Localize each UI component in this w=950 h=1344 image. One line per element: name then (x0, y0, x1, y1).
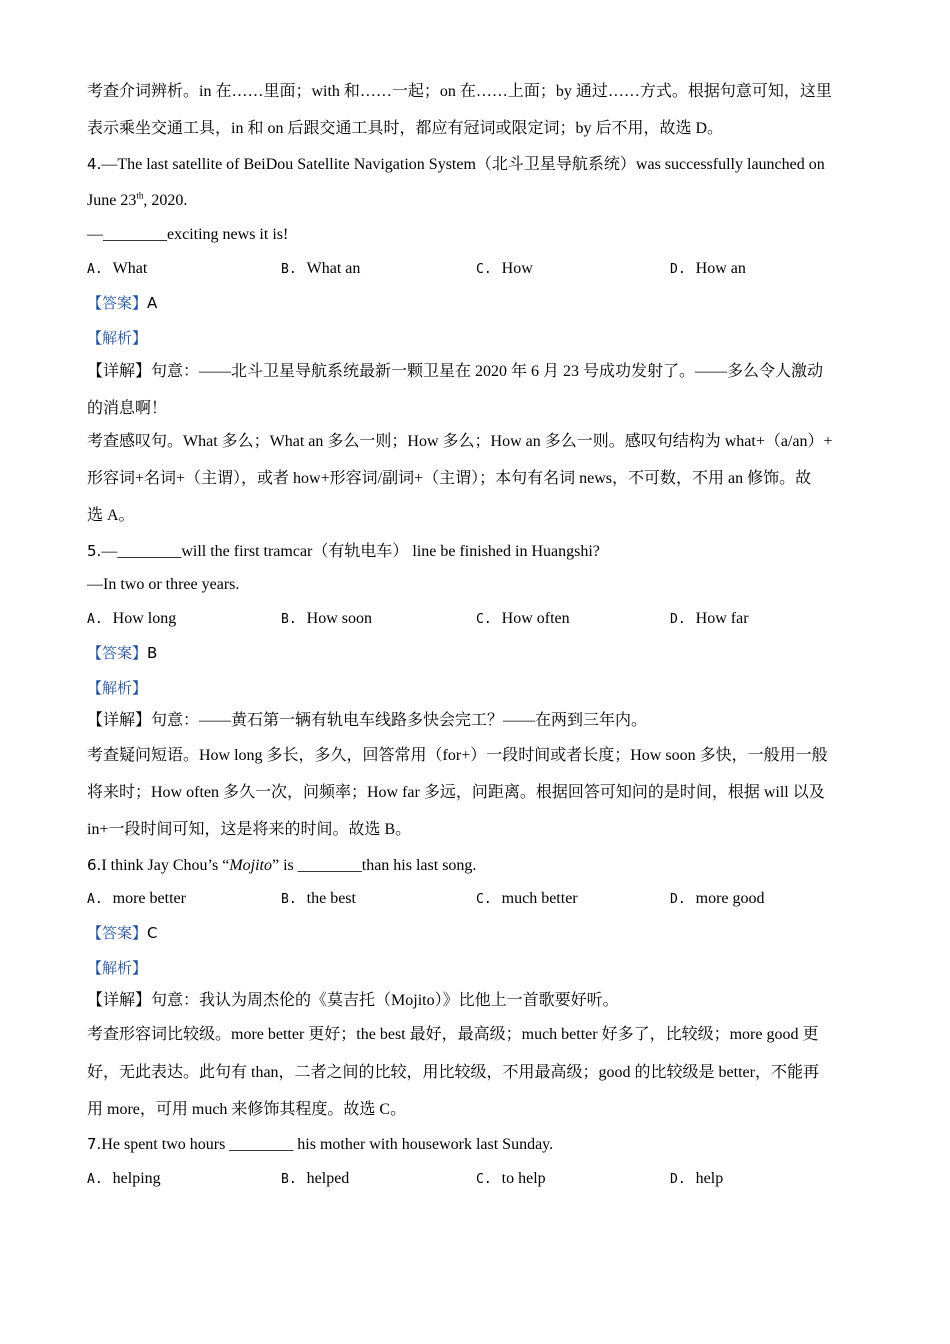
q5-answer-line (87, 643, 157, 664)
q7-option-a[interactable] (87, 1169, 161, 1190)
q4-date-suffix: th (136, 190, 144, 201)
detail-tag: 【详解】 (87, 363, 152, 380)
q6-detail-text-1: 句意：我认为周杰伦的《莫吉托（Mojito）》比他上一首歌要好听。 (151, 992, 619, 1009)
analysis-tag: 【解析】 (87, 679, 148, 697)
q6-option-b[interactable] (281, 889, 356, 910)
detail-tag: 【详解】 (87, 992, 152, 1009)
q4-option-b[interactable] (281, 259, 360, 280)
q5-detail-line-3: 将来时；How often 多久一次，问频率；How far 多远，问距离。根据回答可知问的是时间，根据 will 以及 (87, 784, 825, 801)
q6-option-a[interactable] (87, 889, 186, 910)
q7-option-c[interactable] (476, 1169, 546, 1190)
option-letter: C. (476, 612, 492, 627)
q7-option-d[interactable] (670, 1169, 723, 1190)
q6-detail-line-4: 用 more，可用 much 来修饰其程度。故选 C。 (87, 1101, 407, 1118)
q4-option-a[interactable] (87, 259, 147, 280)
q4-date: June 23 (87, 192, 137, 209)
q5-option-c[interactable] (476, 609, 570, 630)
analysis-tag: 【解析】 (87, 329, 148, 347)
q7-number: 7. (87, 1135, 102, 1153)
q6-option-c[interactable] (476, 889, 578, 910)
option-text: How an (695, 260, 746, 277)
option-text: the best (306, 890, 356, 907)
option-letter: D. (670, 262, 686, 277)
option-letter: A. (87, 1172, 103, 1187)
q4-stem-line-1 (87, 154, 825, 175)
q5-detail-line-1 (87, 711, 647, 731)
answer-tag: 【答案】 (87, 294, 148, 312)
option-letter: C. (476, 892, 492, 907)
q4-number: 4. (87, 155, 102, 173)
q5-option-b[interactable] (281, 609, 372, 630)
q4-stem-line-2 (87, 191, 187, 211)
option-text: helped (306, 1170, 350, 1187)
q3-explanation-line-1: 考查介词辨析。in 在……里面；with 和……一起；on 在……上面；by 通过……方式。根据句意可知，这里 (87, 83, 832, 100)
option-text: more good (695, 890, 765, 907)
q6-option-d[interactable] (670, 889, 765, 910)
q5-stem-text-1: —________will the first tramcar（有轨电车） line be finished in Huangshi? (101, 543, 600, 560)
q4-detail-line-1 (87, 362, 823, 382)
q7-option-b[interactable] (281, 1169, 349, 1190)
q6-detail-line-1 (87, 991, 619, 1011)
q7-stem (87, 1134, 553, 1155)
q4-detail-line-2: 的消息啊！ (87, 400, 168, 417)
q6-analysis-line (87, 958, 147, 979)
q4-detail-line-4: 形容词+名词+（主谓），或者 how+形容词/副词+（主谓）；本句有名词 news，不可数，不用 an 修饰。故 (87, 470, 812, 487)
q6-detail-line-3: 好，无此表达。此句有 than，二者之间的比较，用比较级，不用最高级；good 的比较级是 better，不能再 (87, 1064, 819, 1081)
detail-tag: 【详解】 (87, 712, 152, 729)
option-text: much better (501, 890, 578, 907)
q7-stem-text: He spent two hours ________ his mother with housework last Sunday. (101, 1136, 554, 1153)
q4-analysis-line (87, 328, 147, 349)
answer-tag: 【答案】 (87, 644, 148, 662)
option-letter: A. (87, 262, 103, 277)
q5-stem-line-2: —In two or three years. (87, 576, 240, 593)
option-text: How far (695, 610, 749, 627)
q4-detail-text-1: 句意：——北斗卫星导航系统最新一颗卫星在 2020 年 6 月 23 号成功发射了。——多么令人激动 (151, 363, 824, 380)
q6-number: 6. (87, 856, 102, 874)
q6-answer-line (87, 923, 158, 944)
q5-detail-line-4: in+一段时间可知，这是将来的时间。故选 B。 (87, 821, 412, 838)
q4-option-d[interactable] (670, 259, 746, 280)
option-text: to help (501, 1170, 546, 1187)
q4-option-c[interactable] (476, 259, 533, 280)
q5-answer: B (147, 644, 158, 662)
q4-stem-line-3: —________exciting news it is! (87, 226, 289, 243)
q4-detail-line-5: 选 A。 (87, 507, 135, 524)
q6-stem-italic: Mojito (229, 857, 272, 874)
q4-date-year: , 2020. (143, 192, 188, 209)
option-letter: B. (281, 262, 297, 277)
analysis-tag: 【解析】 (87, 959, 148, 977)
q6-stem (87, 855, 476, 876)
q5-option-a[interactable] (87, 609, 176, 630)
option-letter: C. (476, 1172, 492, 1187)
option-text: How (501, 260, 533, 277)
answer-tag: 【答案】 (87, 924, 148, 942)
option-letter: D. (670, 1172, 686, 1187)
option-text: What an (306, 260, 361, 277)
q5-stem-line-1 (87, 541, 600, 562)
q6-stem-post: ” is ________than his last song. (271, 857, 477, 874)
q4-stem-text-1: —The last satellite of BeiDou Satellite Navigation System（北斗卫星导航系统）was successfully launched on (101, 156, 825, 173)
q5-number: 5. (87, 542, 102, 560)
q6-answer: C (147, 924, 158, 942)
option-text: How often (501, 610, 570, 627)
option-letter: B. (281, 1172, 297, 1187)
option-text: help (695, 1170, 724, 1187)
option-text: How soon (306, 610, 372, 627)
q4-answer: A (147, 294, 158, 312)
q6-stem-pre: I think Jay Chou’s “ (101, 857, 230, 874)
option-letter: D. (670, 892, 686, 907)
option-text: more better (112, 890, 186, 907)
option-text: helping (112, 1170, 161, 1187)
q4-answer-line (87, 293, 157, 314)
option-letter: C. (476, 262, 492, 277)
option-letter: D. (670, 612, 686, 627)
q4-detail-line-3: 考查感叹句。What 多么；What an 多么一则；How 多么；How an 多么一则。感叹句结构为 what+（a/an）+ (87, 433, 833, 450)
option-letter: A. (87, 612, 103, 627)
option-letter: B. (281, 612, 297, 627)
option-text: What (112, 260, 148, 277)
q6-detail-line-2: 考查形容词比较级。more better 更好；the best 最好，最高级；much better 好多了，比较级；more good 更 (87, 1026, 819, 1043)
option-text: How long (112, 610, 177, 627)
q5-detail-line-2: 考查疑问短语。How long 多长，多久，回答常用（for+）一段时间或者长度；How soon 多快，一般用一般 (87, 747, 828, 764)
q5-detail-text-1: 句意：——黄石第一辆有轨电车线路多快会完工？——在两到三年内。 (151, 712, 648, 729)
q3-explanation-line-2: 表示乘坐交通工具，in 和 on 后跟交通工具时，都应有冠词或限定词；by 后不用，故选 D。 (87, 120, 724, 137)
q5-analysis-line (87, 678, 147, 699)
option-letter: A. (87, 892, 103, 907)
option-letter: B. (281, 892, 297, 907)
q5-option-d[interactable] (670, 609, 749, 630)
